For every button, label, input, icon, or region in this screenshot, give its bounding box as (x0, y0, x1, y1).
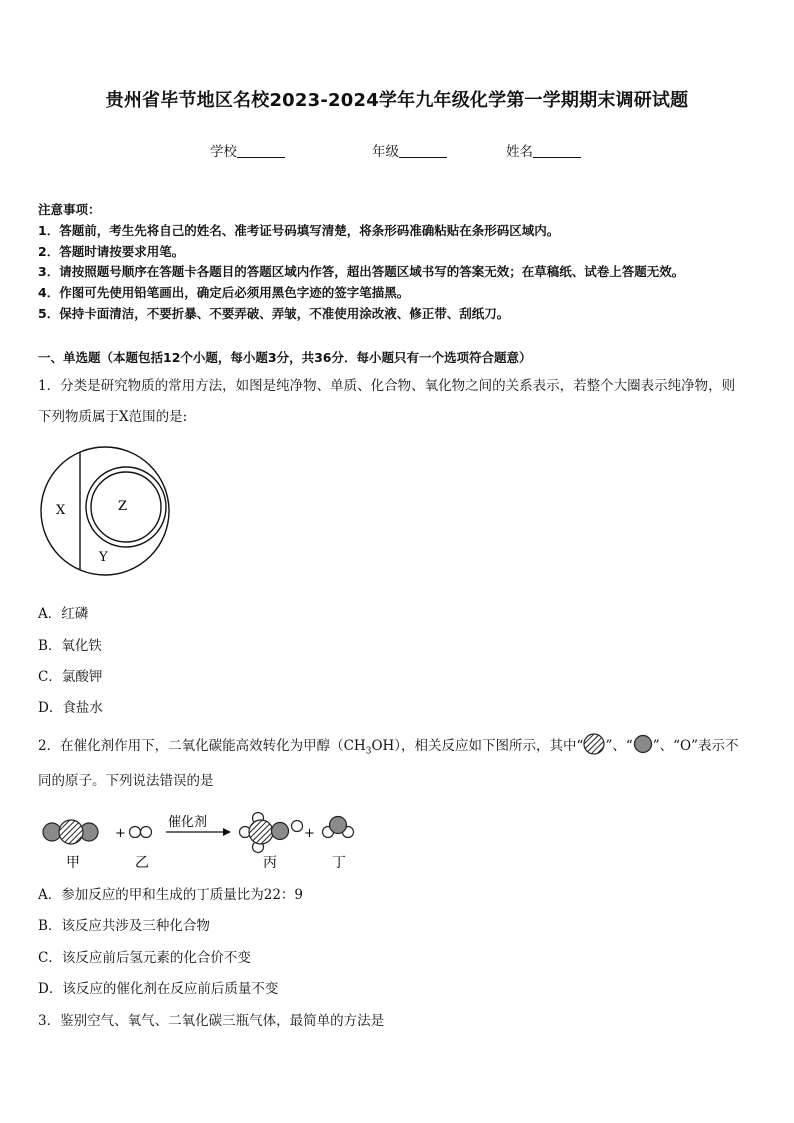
grade-label: 年级 (372, 144, 399, 160)
q2-text-d: ”、“O”表示不 (652, 738, 739, 754)
label-x: X (56, 503, 66, 518)
name-label: 姓名 (506, 144, 533, 160)
q3-stem-line1: 3．鉴别空气、氧气、二氧化碳三瓶气体，最简单的方法是 (38, 1013, 385, 1029)
hatched-atom-icon (583, 733, 605, 755)
q2-option-c: C．该反应前后氢元素的化合价不变 (38, 950, 251, 966)
notes-item: 1．答题前，考生先将自己的姓名、准考证号码填写清楚，将条形码准确粘贴在条形码区域内。 (38, 222, 560, 238)
school-field (210, 140, 285, 160)
school-label: 学校 (210, 144, 237, 160)
notes-item: 3．请按照题号顺序在答题卡各题目的答题区域内作答，超出答题区域书写的答案无效；在草稿纸、试卷上答题无效。 (38, 264, 685, 280)
q1-option-c: C．氯酸钾 (38, 669, 103, 685)
school-blank (237, 143, 285, 158)
q1-stem-line2: 下列物质属于X范围的是: (38, 409, 188, 425)
q1-stem-line1: 1．分类是研究物质的常用方法，如图是纯净物、单质、化合物、氧化物之间的关系表示，若整个大圈表示纯净物，则 (38, 378, 736, 394)
plus-sign-2: + (304, 826, 315, 841)
label-ding: 丁 (332, 855, 346, 871)
notes-block (38, 200, 684, 325)
gray-atom-icon (633, 734, 653, 754)
label-jia: 甲 (66, 855, 80, 871)
q2-text-b: OH），相关反应如下图所示，其中“ (371, 738, 584, 754)
catalyst-label: 催化剂 (168, 815, 208, 830)
molecule-bing (240, 813, 303, 853)
notes-item: 5．保持卡面清洁，不要折暴、不要弄破、弄皱，不准使用涂改液、修正带、刮纸刀。 (38, 305, 510, 321)
q2-text-c: ”、“ (605, 738, 633, 754)
label-z: Z (118, 499, 128, 514)
label-bing: 丙 (263, 855, 277, 871)
plus-sign-1: + (115, 826, 126, 841)
grade-blank (399, 143, 447, 158)
reaction-diagram (38, 806, 368, 876)
label-y: Y (99, 550, 108, 565)
classification-diagram (38, 444, 172, 578)
q2-option-d: D．该反应的催化剂在反应前后质量不变 (38, 981, 279, 997)
molecule-jia (43, 820, 98, 844)
notes-heading: 注意事项： (38, 202, 101, 217)
page-title: 贵州省毕节地区名校2023-2024学年九年级化学第一学期期末调研试题 (105, 90, 689, 111)
q2-subscript: 3 (365, 746, 372, 757)
name-blank (533, 143, 581, 158)
q2-option-b: B．该反应共涉及三种化合物 (38, 918, 210, 934)
grade-field (372, 140, 447, 160)
notes-item: 4．作图可先使用铅笔画出，确定后必须用黑色字迹的签字笔描黑。 (38, 285, 410, 301)
q2-stem-line1 (38, 733, 739, 757)
q1-option-a: A．红磷 (38, 606, 89, 622)
q1-option-b: B．氧化铁 (38, 638, 102, 654)
molecule-ding (323, 817, 354, 838)
name-field (506, 140, 581, 160)
q2-option-a: A．参加反应的甲和生成的丁质量比为22：9 (38, 887, 304, 903)
q2-stem-line2: 同的原子。下列说法错误的是 (38, 773, 214, 789)
label-yi: 乙 (135, 855, 149, 871)
molecule-yi (130, 827, 152, 838)
q2-text-a: 2．在催化剂作用下，二氧化碳能高效转化为甲醇（CH (38, 738, 366, 754)
q1-option-d: D．食盐水 (38, 700, 103, 716)
arrow-head (223, 828, 231, 836)
section-heading: 一、单选题（本题包括12个小题，每小题3分，共36分．每小题只有一个选项符合题意） (38, 350, 532, 365)
notes-item: 2．答题时请按要求用笔。 (38, 243, 185, 259)
